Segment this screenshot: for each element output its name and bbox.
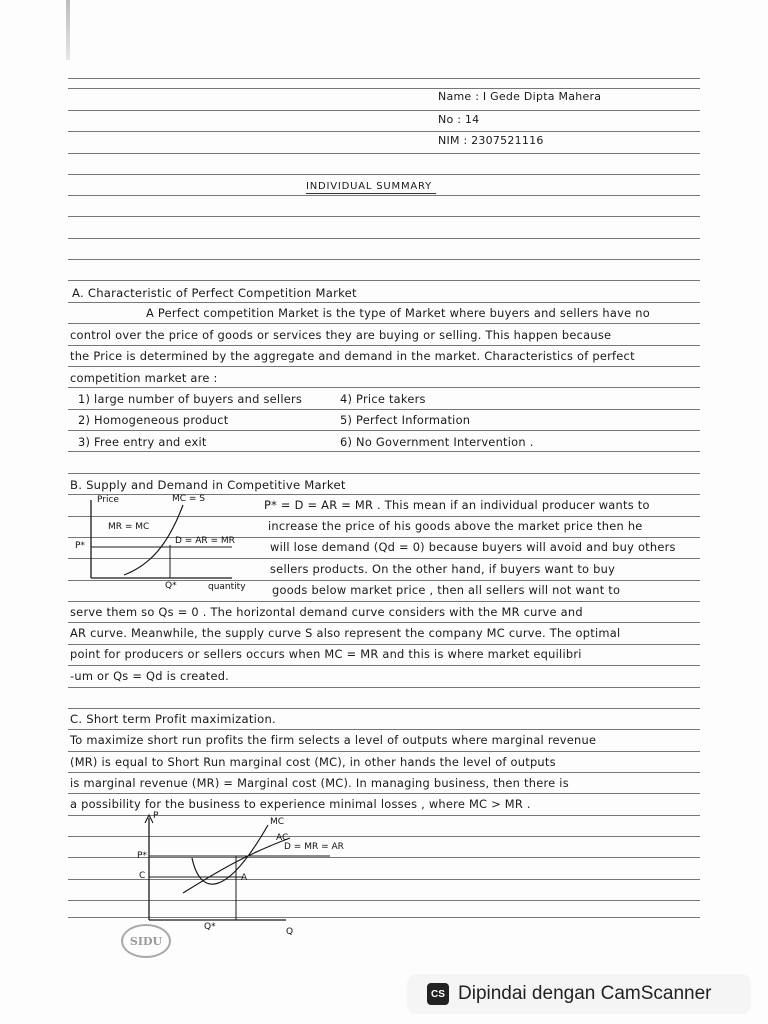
section-b-side-line: increase the price of his goods above the market price then he (268, 519, 643, 533)
mc-curve (192, 825, 268, 884)
section-a-line: the Price is determined by the aggregate and demand in the market. Characteristics of perfect (70, 349, 635, 363)
graph-b-mc-label: MC = S (172, 494, 206, 504)
section-a-heading: A. Characteristic of Perfect Competition Market (72, 286, 357, 300)
graph-c-x-label: Q (286, 927, 294, 937)
graph-c-ac-label: AC (276, 833, 289, 843)
section-c-heading: C. Short term Profit maximization. (70, 712, 276, 726)
section-c-line: To maximize short run profits the firm selects a level of outputs where marginal revenue (70, 733, 597, 747)
section-a-line: A Perfect competition Market is the type of Market where buyers and sellers have no (146, 306, 650, 320)
graph-c-qstar-label: Q* (204, 922, 216, 932)
camscanner-watermark (408, 975, 750, 1013)
list-item: 3) Free entry and exit (78, 435, 207, 449)
graph-b-qstar-label: Q* (165, 581, 177, 591)
section-c-line: a possibility for the business to experience minimal losses , where MC > MR . (70, 797, 531, 811)
graph-b-y-label: Price (97, 495, 119, 505)
graph-c-pstar-label: P* (137, 851, 147, 861)
graph-c-demand-label: D = MR = AR (284, 842, 344, 852)
graph-c-y-label: P (153, 811, 159, 821)
section-b-line: point for producers or sellers occurs when MC = MR and this is where market equilibri (70, 647, 582, 661)
graph-b-x-label: quantity (208, 582, 246, 592)
list-item: 4) Price takers (340, 392, 426, 406)
graph-c-c-label: C (139, 871, 146, 881)
stamp-logo: SIDU (121, 924, 171, 958)
section-b-heading: B. Supply and Demand in Competitive Market (70, 478, 346, 492)
camscanner-icon: CS (427, 983, 449, 1005)
graph-c-mc-label: MC (270, 817, 285, 827)
graph-b-mr-mc-label: MR = MC (108, 522, 150, 532)
section-b-line: -um or Qs = Qd is created. (70, 669, 230, 683)
section-b-line: serve them so Qs = 0 . The horizontal demand curve considers with the MR curve and (70, 605, 583, 619)
list-item: 1) large number of buyers and sellers (78, 392, 303, 406)
student-name: Name : I Gede Dipta Mahera (438, 90, 602, 103)
section-c-line: is marginal revenue (MR) = Marginal cost (MC). In managing business, then there is (70, 776, 569, 790)
student-nim: NIM : 2307521116 (438, 134, 544, 147)
list-item: 2) Homogeneous product (78, 413, 229, 427)
list-item: 5) Perfect Information (340, 413, 471, 427)
list-item: 6) No Government Intervention . (340, 435, 534, 449)
section-b-side-line: P* = D = AR = MR . This mean if an individual producer wants to (264, 498, 650, 512)
section-b-line: AR curve. Meanwhile, the supply curve S also represent the company MC curve. The optimal (70, 626, 621, 640)
graph-b-pstar-label: P* (75, 541, 85, 551)
watermark-text: Dipindai dengan CamScanner (458, 983, 712, 1004)
section-a-line: control over the price of goods or services they are buying or selling. This happen because (70, 328, 612, 342)
section-a-line: competition market are : (70, 371, 218, 385)
graph-b-demand-label: D = AR = MR (175, 536, 235, 546)
section-b-side-line: will lose demand (Qd = 0) because buyers will avoid and buy others (270, 540, 676, 554)
student-number: No : 14 (438, 113, 480, 126)
graph-c-a-label: A (241, 873, 248, 883)
section-c-line: (MR) is equal to Short Run marginal cost (MC), in other hands the level of outputs (70, 755, 556, 769)
section-b-side-line: goods below market price , then all sellers will not want to (272, 583, 621, 597)
page-title: INDIVIDUAL SUMMARY (306, 181, 433, 192)
section-b-side-line: sellers products. On the other hand, if buyers want to buy (270, 562, 616, 576)
